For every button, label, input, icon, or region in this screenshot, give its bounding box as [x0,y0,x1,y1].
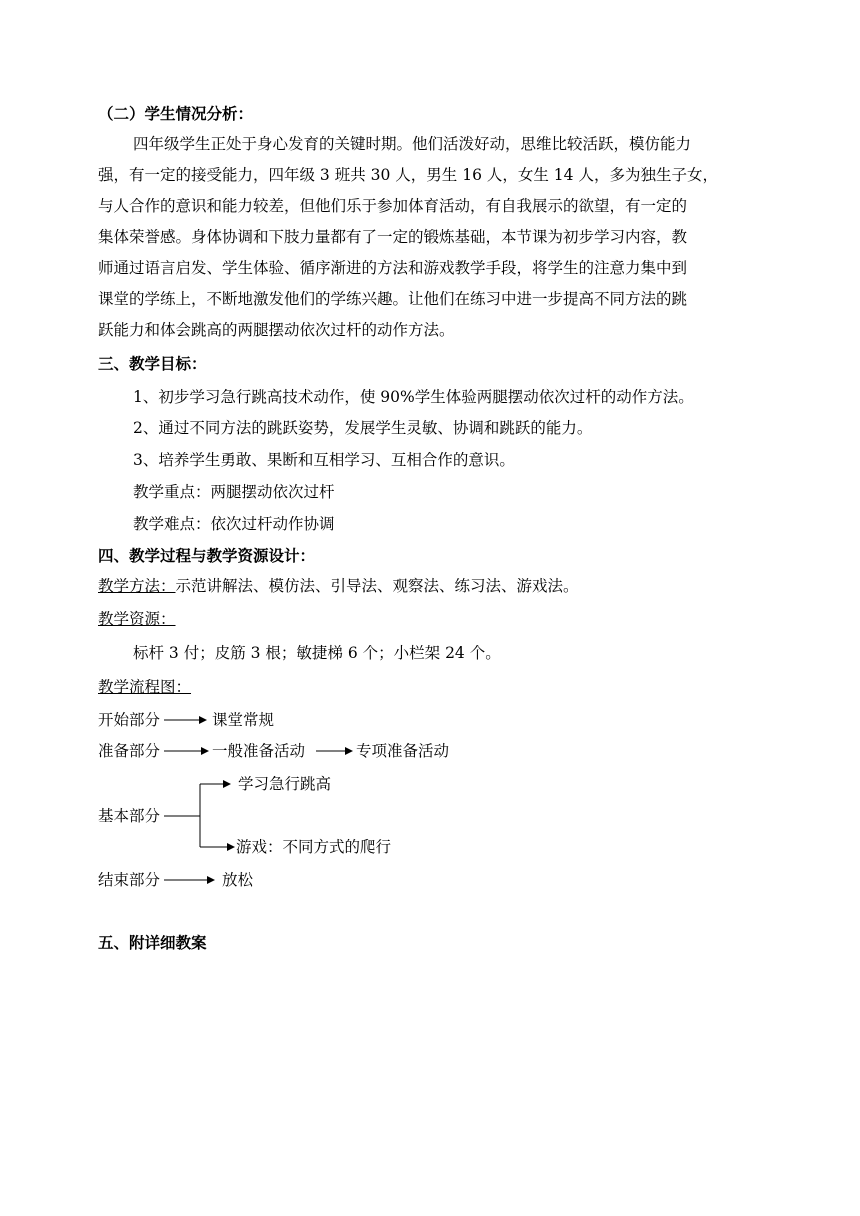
difficulty-point: 教学难点：依次过杆动作协调 [133,515,335,533]
flow-node-routine: 课堂常规 [212,711,275,729]
flow-node-special-prep: 专项准备活动 [356,742,450,760]
goal-item: 3、培养学生勇敢、果断和互相学习、互相合作的意识。 [133,451,515,469]
paragraph-line: 与人合作的意识和能力较差，但他们乐于参加体育活动，有自我展示的欲望，有一定的 [98,197,688,215]
section-heading-student-analysis: （二）学生情况分析： [98,104,254,123]
flow-node-general-prep: 一般准备活动 [212,742,306,760]
paragraph-line: 课堂的学练上，不断地激发他们的学练兴趣。让他们在练习中进一步提高不同方法的跳 [98,290,688,308]
resource-label: 教学资源： [98,610,176,628]
paragraph-line: 集体荣誉感。身体协调和下肢力量都有了一定的锻炼基础，本节课为初步学习内容，教 [98,228,688,246]
resource-text: 标杆 3 付；皮筋 3 根；敏捷梯 6 个；小栏架 24 个。 [133,644,501,662]
flow-node-relax: 放松 [222,871,254,889]
flow-node-start: 开始部分 [98,711,161,729]
method-text: 示范讲解法、模仿法、引导法、观察法、练习法、游戏法。 [175,577,579,595]
paragraph-line: 四年级学生正处于身心发育的关键时期。他们活泼好动，思维比较活跃，模仿能力 [133,135,692,153]
goal-item: 1、初步学习急行跳高技术动作，使 90%学生体验两腿摆动依次过杆的动作方法。 [133,388,694,406]
section-heading-teaching-goals: 三、教学目标： [98,354,207,373]
flow-node-end: 结束部分 [98,871,161,889]
section-heading-process: 四、教学过程与教学资源设计： [98,546,316,565]
method-label: 教学方法： [98,577,176,595]
goal-item: 2、通过不同方法的跳跃姿势，发展学生灵敏、协调和跳跃的能力。 [133,419,593,437]
flow-label: 教学流程图： [98,678,192,696]
paragraph-line: 强，有一定的接受能力，四年级 3 班共 30 人，男生 16 人，女生 14 人，多为独生子女， [98,166,718,184]
flow-node-high-jump: 学习急行跳高 [238,775,332,793]
key-point: 教学重点：两腿摆动依次过杆 [133,483,335,501]
flow-node-prep: 准备部分 [98,742,161,760]
section-heading-detailed-plan: 五、附详细教案 [98,933,207,952]
paragraph-line: 跃能力和体会跳高的两腿摆动依次过杆的动作方法。 [98,321,455,339]
flow-node-basic: 基本部分 [98,807,161,825]
paragraph-line: 师通过语言启发、学生体验、循序渐进的方法和游戏教学手段，将学生的注意力集中到 [98,259,688,277]
flow-node-crawl-game: 游戏：不同方式的爬行 [236,838,392,856]
